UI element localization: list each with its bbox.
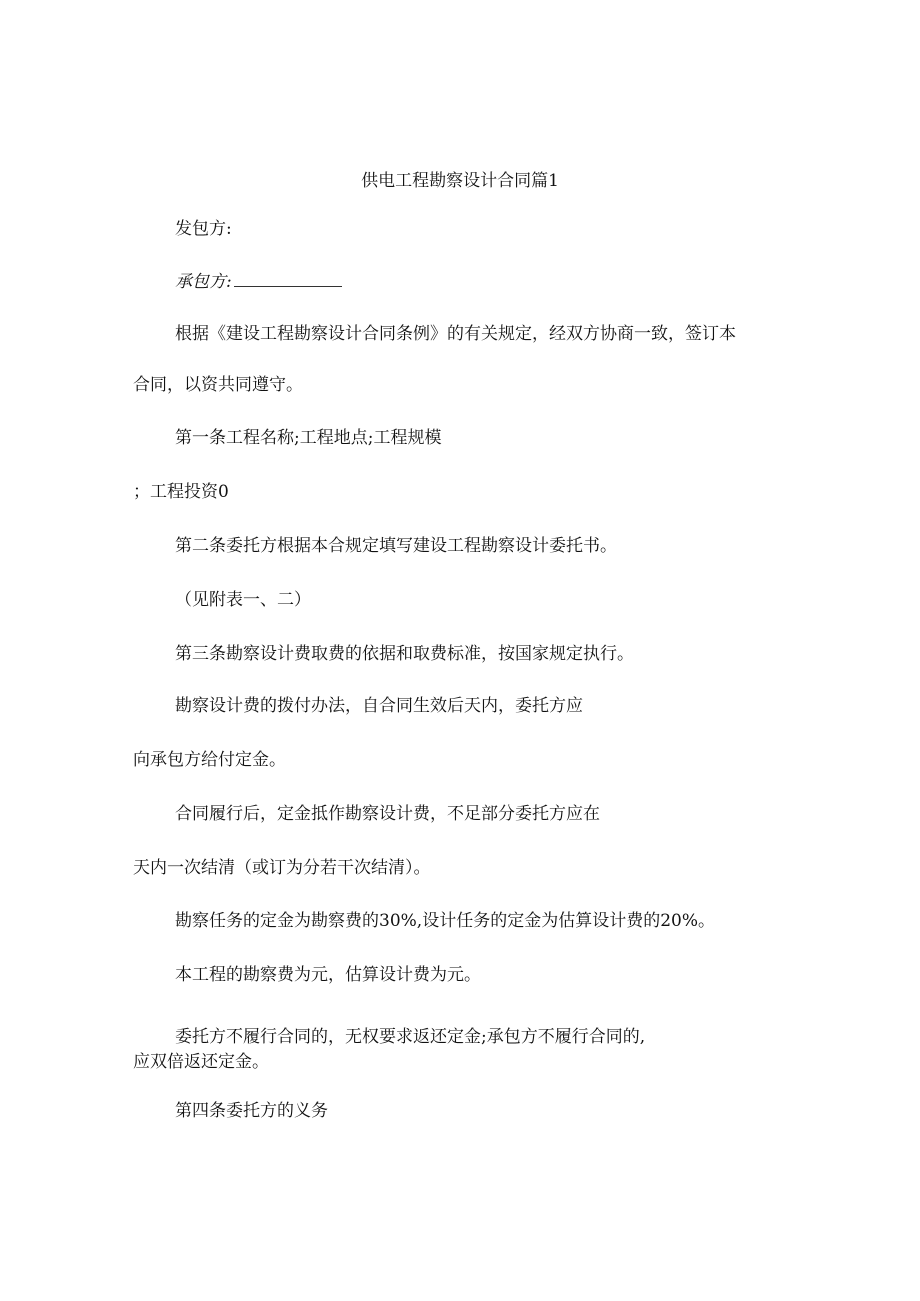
paragraph-line: 勘察任务的定金为勘察费的30%,设计任务的定金为估算设计费的20%。: [175, 911, 715, 931]
paragraph-line: 合同，以资共同遵守。: [133, 375, 303, 395]
party-b-blank: [234, 272, 342, 287]
party-a-line: 发包方:: [175, 219, 232, 239]
article-2-line: 第二条委托方根据本合规定填写建设工程勘察设计委托书。: [175, 536, 617, 556]
paragraph-line: 应双倍返还定金。: [133, 1052, 269, 1072]
paragraph-line: （见附表一、二）: [175, 590, 311, 610]
article-1-line: 第一条工程名称;工程地点;工程规模: [175, 428, 442, 448]
paragraph-line: 本工程的勘察费为元，估算设计费为元。: [175, 965, 481, 985]
party-b-line: [175, 271, 342, 293]
paragraph-line: 向承包方给付定金。: [133, 750, 286, 770]
paragraph-line: 天内一次结清（或订为分若干次结清）。: [133, 858, 431, 878]
article-4-line: 第四条委托方的义务: [175, 1101, 328, 1121]
paragraph-line: 合同履行后，定金抵作勘察设计费，不足部分委托方应在: [175, 804, 600, 824]
paragraph-line: 委托方不履行合同的，无权要求返还定金;承包方不履行合同的,: [175, 1027, 646, 1047]
paragraph-line: 根据《建设工程勘察设计合同条例》的有关规定，经双方协商一致，签订本: [175, 324, 736, 344]
party-b-label: 承包方:: [175, 272, 232, 292]
document-title: 供电工程勘察设计合同篇1: [361, 171, 559, 191]
paragraph-line: ；工程投资0: [133, 482, 229, 502]
paragraph-line: 勘察设计费的拨付办法，自合同生效后天内，委托方应: [175, 696, 583, 716]
article-3-line: 第三条勘察设计费取费的依据和取费标准，按国家规定执行。: [175, 644, 634, 664]
